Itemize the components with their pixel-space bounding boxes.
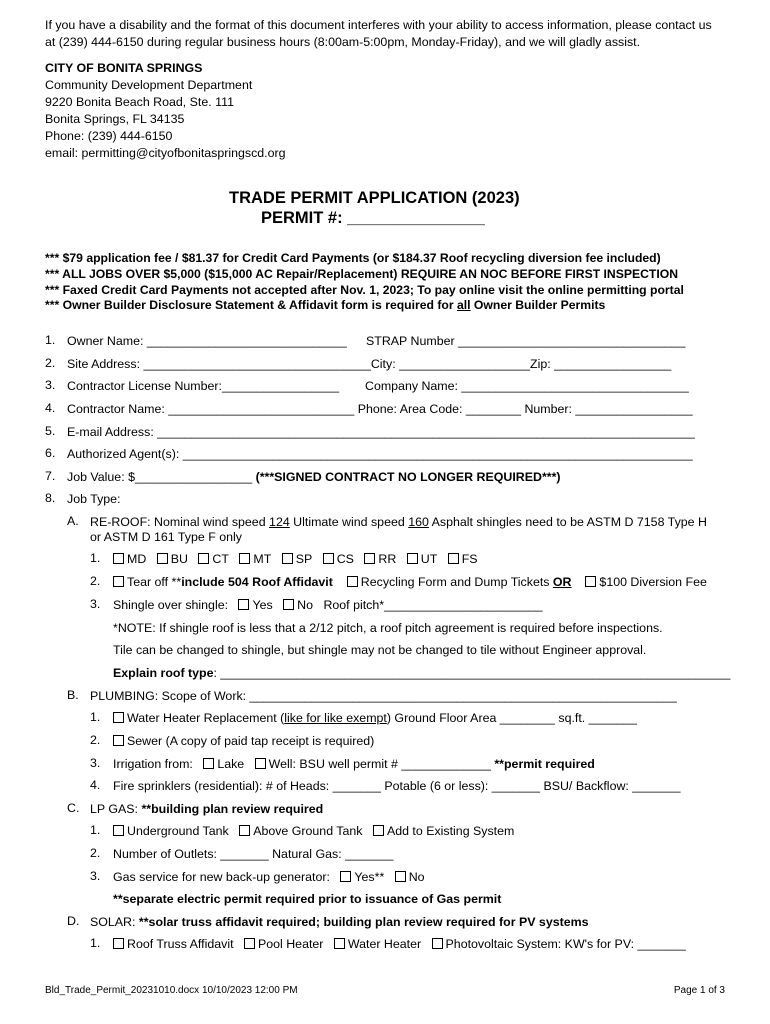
field-number: 6. [45,446,56,460]
item-number: 1. [90,823,101,837]
tank-options [113,823,514,839]
roof-type-cs-checkbox[interactable]: CS [323,552,354,566]
disclaimer-line-2: at (239) 444-6150 during regular business hours (8:00am-5:00pm, Monday-Friday), and we will gladly assist. [45,35,641,49]
roof-type-bu-checkbox[interactable]: BU [157,552,188,566]
water-heater-checkbox[interactable]: Water Heater Replacement ( [113,711,284,725]
irrigation-well-checkbox[interactable]: Well: BSU well permit # _____________ [255,757,495,771]
footer-page-number: Page 1 of 3 [673,985,725,996]
field-number: 1. [45,333,56,347]
field-number: 2. [45,356,56,370]
field-number: 7. [45,469,56,483]
ultimate-wind-speed: 160 [408,515,429,529]
roof-truss-affidavit-checkbox[interactable]: Roof Truss Affidavit [113,937,234,951]
solar-options [113,936,686,952]
photovoltaic-checkbox[interactable]: Photovoltaic System: KW's for PV: _______ [432,937,686,951]
generator-gas-options: Gas service for new back-up generator: Yes** No [113,870,425,884]
explain-roof-type-field[interactable]: Explain roof type: __________________________________________________________________________ [113,666,731,680]
solar-heading: SOLAR: **solar truss affidavit required; building plan review required for PV systems [90,915,589,929]
roof-type-fs-checkbox[interactable]: FS [448,552,478,566]
nominal-wind-speed: 124 [269,515,290,529]
reroof-heading: RE-ROOF: Nominal wind speed 124 Ultimate wind speed 160 Asphalt shingles need to be ASTM D 7158 Type H [90,515,707,529]
item-number: 1. [90,936,101,950]
disclaimer-line-1: If you have a disability and the format of this document interferes with your ability to access information, please contact us [45,18,712,32]
plumbing-scope-field[interactable]: PLUMBING: Scope of Work: ______________________________________________________________ [90,689,677,703]
contractor-name-field[interactable]: Contractor Name: ___________________________ Phone: Area Code: ________ Number: _________________ [67,402,693,416]
roof-pitch-field[interactable]: Roof pitch*_______________________ [323,598,543,612]
item-number: 4. [90,778,101,792]
tear-off-options: Tear off **include 504 Roof Affidavit Recycling Form and Dump Tickets OR $100 Diversion Fee [113,574,707,590]
section-letter: B. [67,688,79,702]
footer-filename: Bld_Trade_Permit_20231010.docx 10/10/2023 12:00 PM [45,985,298,996]
org-name: CITY OF BONITA SPRINGS [45,61,203,75]
roof-type-rr-checkbox[interactable]: RR [364,552,396,566]
strap-number-field[interactable]: STRAP Number _________________________________ [366,334,686,348]
diversion-fee-checkbox[interactable]: $100 Diversion Fee [585,575,706,589]
section-letter: C. [67,801,80,815]
water-heater-option: Water Heater Replacement (like for like exempt) Ground Floor Area ________ sq.ft. _______ [113,710,637,726]
electric-permit-note: **separate electric permit required prior to issuance of Gas permit [113,892,502,906]
department: Community Development Department [45,78,253,92]
solar-water-heater-checkbox[interactable]: Water Heater [334,937,421,951]
field-number: 4. [45,401,56,415]
owner-name-field[interactable]: Owner Name: _____________________________ [67,334,347,348]
note-4: *** Owner Builder Disclosure Statement & Affidavit form is required for all Owner Builder Permits [45,298,606,313]
outlets-field[interactable]: Number of Outlets: _______ Natural Gas: _______ [113,847,394,861]
contractor-license-field[interactable]: Contractor License Number:_________________ [67,379,340,393]
authorized-agent-field[interactable]: Authorized Agent(s): __________________________________________________________________________ [67,447,693,461]
item-number: 1. [90,551,101,565]
field-number: 3. [45,378,56,392]
add-existing-system-checkbox[interactable]: Add to Existing System [373,824,514,838]
note-1: *** $79 application fee / $81.37 for Credit Card Payments (or $184.37 Roof recycling diversion fee included) [45,251,661,265]
item-number: 1. [90,710,101,724]
roof-type-sp-checkbox[interactable]: SP [282,552,313,566]
street-address: 9220 Bonita Beach Road, Ste. 111 [45,95,234,109]
shingle-over-shingle: Shingle over shingle: Yes No Roof pitch*_______________________ [113,598,543,612]
roof-type-md-checkbox[interactable]: MD [113,552,146,566]
item-number: 2. [90,574,101,588]
item-number: 2. [90,846,101,860]
phone: Phone: (239) 444-6150 [45,129,173,143]
pool-heater-checkbox[interactable]: Pool Heater [244,937,323,951]
reroof-heading-line-2: or ASTM D 161 Type F only [90,530,242,544]
job-value-field[interactable]: Job Value: $_________________ (***SIGNED CONTRACT NO LONGER REQUIRED***) [67,470,561,484]
field-number: 8. [45,491,56,505]
email: email: permitting@cityofbonitaspringscd.org [45,146,286,160]
city-address-block [45,60,735,162]
roof-type-ct-checkbox[interactable]: CT [198,552,229,566]
tile-change-note: Tile can be changed to shingle, but shingle may not be changed to tile without Engineer approval. [113,643,647,657]
company-name-field[interactable]: Company Name: _________________________________ [365,379,689,393]
page-title: TRADE PERMIT APPLICATION (2023) [229,189,520,207]
generator-yes-checkbox[interactable]: Yes** [340,870,384,884]
roof-type-mt-checkbox[interactable]: MT [239,552,271,566]
roof-type-ut-checkbox[interactable]: UT [407,552,438,566]
city-state-zip: Bonita Springs, FL 34135 [45,112,185,126]
above-ground-tank-checkbox[interactable]: Above Ground Tank [239,824,362,838]
generator-no-checkbox[interactable]: No [395,870,425,884]
irrigation-lake-checkbox[interactable]: Lake [203,757,244,771]
recycling-form-checkbox[interactable]: Recycling Form and Dump Tickets [347,575,553,589]
shingle-yes-checkbox[interactable]: Yes [238,598,272,612]
note-2: *** ALL JOBS OVER $5,000 ($15,000 AC Repair/Replacement) REQUIRE AN NOC BEFORE FIRST INSPECTION [45,266,679,281]
fee-notes [45,251,684,314]
roof-type-options [113,551,478,567]
lp-gas-heading: LP GAS: **building plan review required [90,802,324,816]
item-number: 3. [90,597,101,611]
permit-number: PERMIT #: _______________ [261,209,485,227]
note-3: *** Faxed Credit Card Payments not accepted after Nov. 1, 2023; To pay online visit the online permitting portal [45,282,684,297]
fire-sprinklers-field[interactable]: Fire sprinklers (residential): # of Heads: _______ Potable (6 or less): _______ BSU/ Backflow: _______ [113,779,681,793]
item-number: 3. [90,756,101,770]
accessibility-disclaimer [45,17,735,51]
roof-pitch-note: *NOTE: If shingle roof is less that a 2/12 pitch, a roof pitch agreement is required before inspections. [113,621,663,635]
tear-off-checkbox[interactable]: Tear off **include 504 Roof Affidavit [113,575,333,589]
section-letter: D. [67,914,80,928]
job-type-label: Job Type: [67,492,121,506]
item-number: 3. [90,869,101,883]
email-address-field[interactable]: E-mail Address: ______________________________________________________________________________ [67,425,695,439]
field-number: 5. [45,424,56,438]
item-number: 2. [90,733,101,747]
section-letter: A. [67,514,79,528]
site-address-field[interactable]: Site Address: _________________________________City: ___________________Zip: _________________ [67,357,672,371]
shingle-no-checkbox[interactable]: No [283,598,313,612]
irrigation-options: Irrigation from: Lake Well: BSU well permit # _____________ **permit required [113,757,595,771]
sewer-checkbox[interactable]: Sewer (A copy of paid tap receipt is required) [113,733,374,749]
underground-tank-checkbox[interactable]: Underground Tank [113,824,229,838]
